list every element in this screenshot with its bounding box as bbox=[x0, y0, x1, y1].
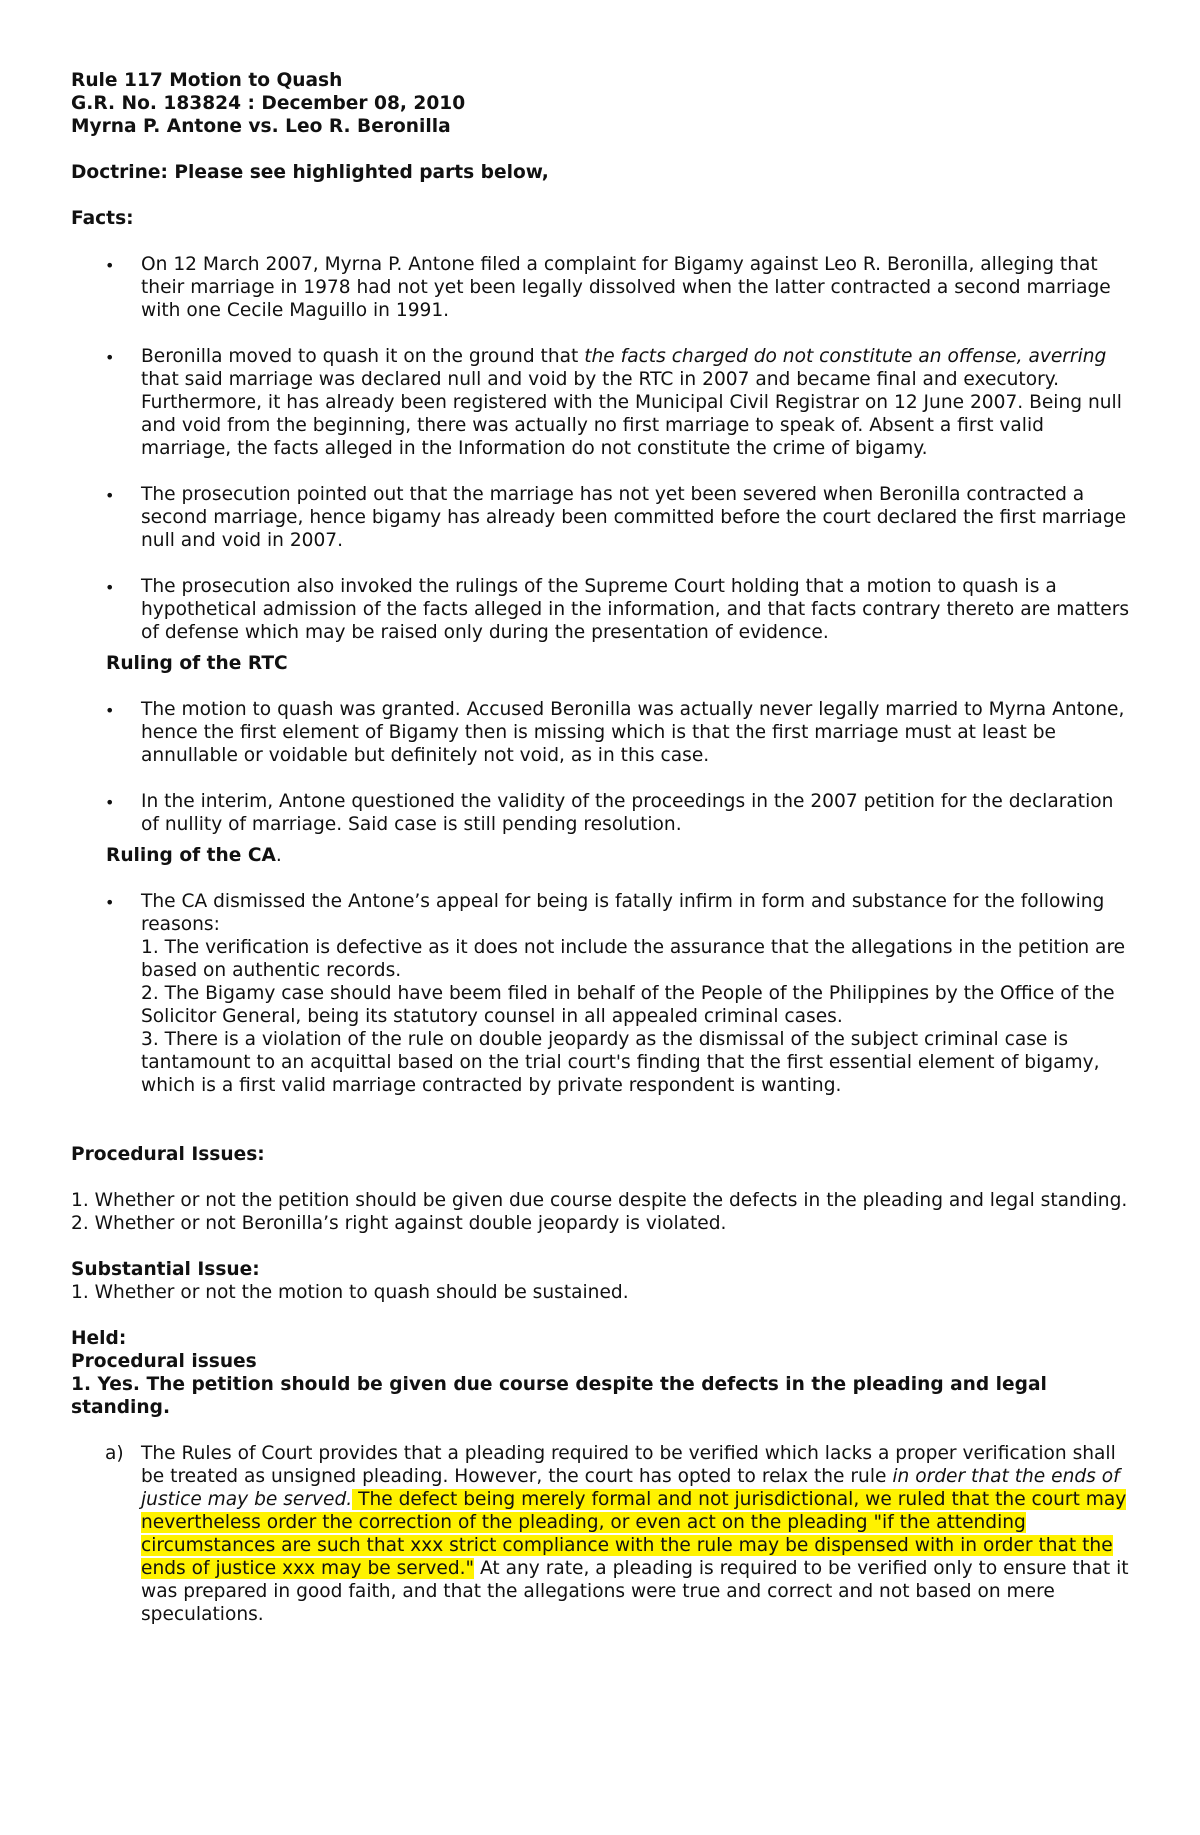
rtc-heading: Ruling of the RTC bbox=[106, 653, 288, 674]
held-heading: Held: bbox=[71, 1328, 127, 1349]
bullet-icon: • bbox=[105, 701, 115, 720]
bullet-icon: • bbox=[105, 793, 115, 812]
procedural-issue-2: 2. Whether or not Beronilla’s right against double jeopardy is violated. bbox=[71, 1213, 727, 1234]
list-item: • The prosecution also invoked the rulings of the Supreme Court holding that a motion to quash is a hypothetical admission of the facts alleged in the information, and that facts contrary thereto are matters of defense which may be raised only during the presentation of evidence. bbox=[105, 576, 1130, 643]
doctrine: Doctrine: Please see highlighted parts below, bbox=[71, 162, 549, 183]
held-answer: 1. Yes. The petition should be given due course despite the defects in the pleading and legal standing. bbox=[71, 1374, 1047, 1418]
highlighted-text: The defect being merely formal and not jurisdictional, we ruled that the court may nevertheless order the correction of the pleading, or even act on the pleading "if the attending circumstances are such that xxx strict compliance with the rule may be dispensed with in order that the ends of justice xxx may be served." bbox=[141, 1489, 1127, 1579]
case-parties: Myrna P. Antone vs. Leo R. Beronilla bbox=[71, 116, 451, 137]
procedural-issue-1: 1. Whether or not the petition should be given due course despite the defects in the pleading and legal standing. bbox=[71, 1190, 1128, 1211]
bullet-icon: • bbox=[105, 486, 115, 505]
bullet-icon: • bbox=[105, 578, 115, 597]
list-marker: a) bbox=[105, 1443, 124, 1464]
rule-title: Rule 117 Motion to Quash bbox=[71, 70, 343, 91]
list-item: a) The Rules of Court provides that a pleading required to be verified which lacks a proper verification shall be treated as unsigned pleading. However, the court has opted to relax the rule in order that the ends of justice may be served. The defect being merely formal and not jurisdictional, we ruled that the court may nevertheless order the correction of the pleading, or even act on the pleading "if the attending circumstances are such that xxx strict compliance with the rule may be dispensed with in order that the ends of justice xxx may be served." At any rate, a pleading is required to be verified only to ensure that it was prepared in good faith, and that the allegations were true and correct and not based on mere speculations. bbox=[105, 1443, 1129, 1625]
procedural-issues-heading: Procedural Issues: bbox=[71, 1144, 265, 1165]
facts-heading: Facts: bbox=[71, 208, 134, 229]
bullet-icon: • bbox=[105, 348, 115, 367]
list-item: • The prosecution pointed out that the marriage has not yet been severed when Beronilla contracted a second marriage, hence bigamy has already been committed before the court declared the first marriage null and void in 2007. bbox=[105, 484, 1127, 551]
facts-list bbox=[71, 253, 1136, 644]
list-item: • On 12 March 2007, Myrna P. Antone filed a complaint for Bigamy against Leo R. Beronilla, alleging that their marriage in 1978 had not yet been legally dissolved when the latter contracted a second marriage with one Cecile Maguillo in 1991. bbox=[105, 254, 1111, 321]
ca-list bbox=[71, 890, 1136, 1097]
substantial-issue: 1. Whether or not the motion to quash should be sustained. bbox=[71, 1282, 629, 1303]
rtc-list bbox=[71, 698, 1136, 836]
bullet-icon: • bbox=[105, 256, 115, 275]
gr-number: G.R. No. 183824 : December 08, 2010 bbox=[71, 93, 466, 114]
bullet-icon: • bbox=[105, 893, 115, 912]
held-subheading: Procedural issues bbox=[71, 1351, 257, 1372]
list-item: • The CA dismissed the Antone’s appeal for being is fatally infirm in form and substance for the following reasons: 1. The verification is defective as it does not include the assurance that the allegations in the petition are based on authentic records. 2. The Bigamy case should have beem filed in behalf of the People of the Philippines by the Office of the Solicitor General, being its statutory counsel in all appealed criminal cases. 3. There is a violation of the rule on double jeopardy as the dismissal of the subject criminal case is tantamount to an acquittal based on the trial court's finding that the first essential element of bigamy, which is a first valid marriage contracted by private respondent is wanting. bbox=[105, 891, 1126, 1096]
held-list bbox=[71, 1442, 1136, 1626]
ca-heading: Ruling of the CA. bbox=[106, 845, 282, 866]
document-body bbox=[71, 69, 1136, 1626]
list-item: • Beronilla moved to quash it on the ground that the facts charged do not constitute an offense, averring that said marriage was declared null and void by the RTC in 2007 and became final and executory. Furthermore, it has already been registered with the Municipal Civil Registrar on 12 June 2007. Being null and void from the beginning, there was actually no first marriage to speak of. Absent a first valid marriage, the facts alleged in the Information do not constitute the crime of bigamy. bbox=[105, 346, 1122, 459]
list-item: • In the interim, Antone questioned the validity of the proceedings in the 2007 petition for the declaration of nullity of marriage. Said case is still pending resolution. bbox=[105, 791, 1114, 835]
list-item: • The motion to quash was granted. Accused Beronilla was actually never legally married to Myrna Antone, hence the first element of Bigamy then is missing which is that the first marriage must at least be annullable or voidable but definitely not void, as in this case. bbox=[105, 699, 1125, 766]
substantial-issue-heading: Substantial Issue: bbox=[71, 1259, 260, 1280]
